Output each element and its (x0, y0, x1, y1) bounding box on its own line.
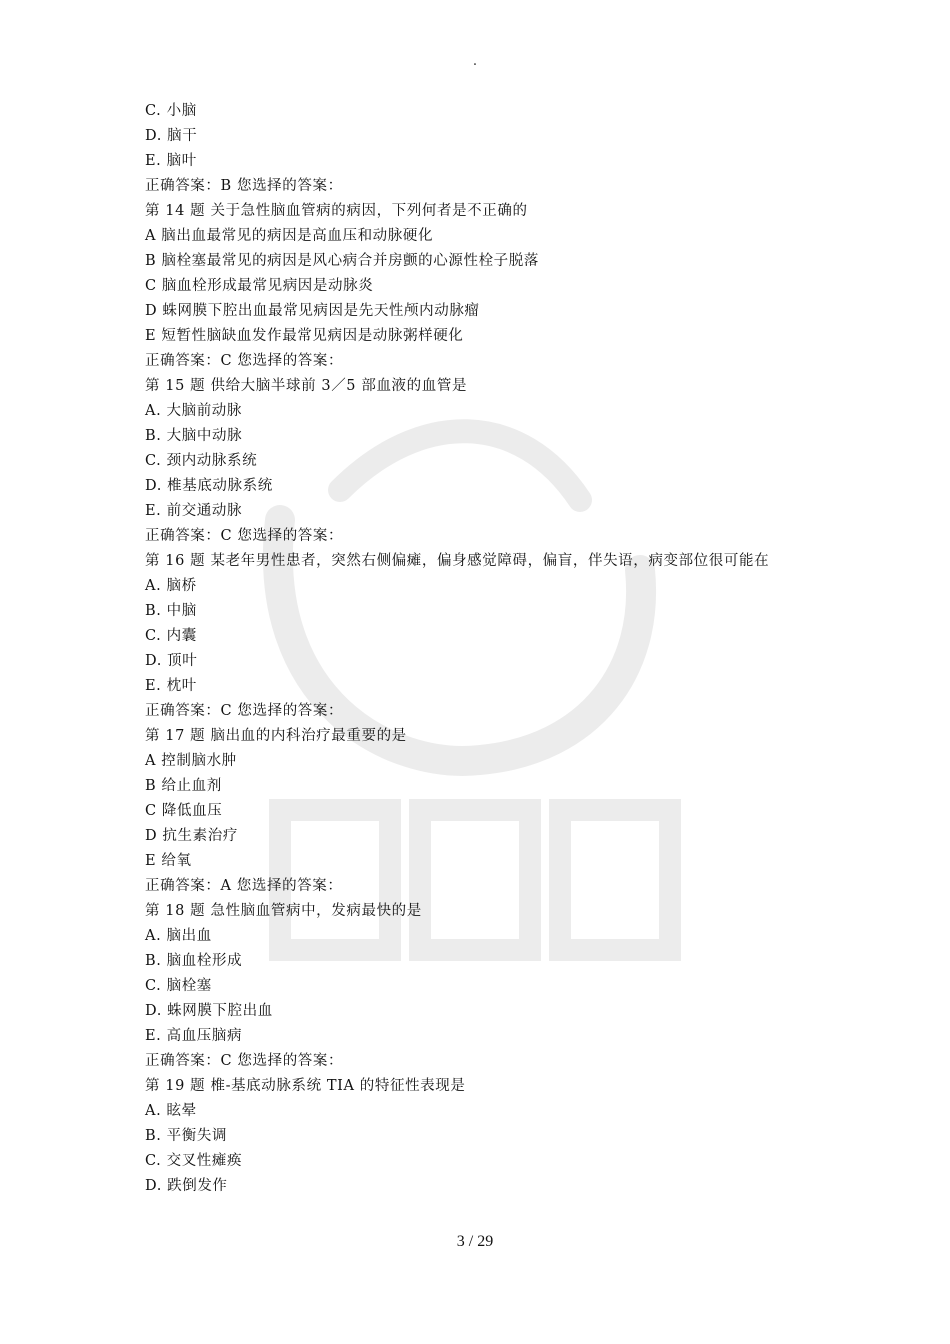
text-line: C. 内囊 (145, 628, 197, 644)
text-line: E 短暂性脑缺血发作最常见病因是动脉粥样硬化 (145, 328, 464, 344)
text-line: A 脑出血最常见的病因是高血压和动脉硬化 (145, 228, 434, 244)
text-line: D. 顶叶 (145, 653, 198, 669)
text-line: 正确答案：C 您选择的答案： (145, 528, 344, 544)
text-line: 正确答案：A 您选择的答案： (145, 878, 343, 894)
text-line: 第 16 题 某老年男性患者，突然右侧偏瘫，偏身感觉障碍，偏盲，伴失语，病变部位很可能在 (145, 553, 770, 569)
text-line: E. 前交通动脉 (145, 503, 243, 519)
text-line: C 脑血栓形成最常见病因是动脉炎 (145, 278, 374, 294)
text-line: B 脑栓塞最常见的病因是风心病合并房颤的心源性栓子脱落 (145, 253, 539, 269)
text-line: C. 交叉性瘫痪 (145, 1153, 243, 1169)
text-line: C. 颈内动脉系统 (145, 453, 258, 469)
text-line: D. 蛛网膜下腔出血 (145, 1003, 273, 1019)
text-line: D. 跌倒发作 (145, 1178, 228, 1194)
text-line: 正确答案：C 您选择的答案： (145, 353, 344, 369)
text-line: D. 椎基底动脉系统 (145, 478, 273, 494)
text-line: A. 眩晕 (145, 1103, 197, 1119)
question-text-block (145, 99, 845, 1199)
text-line: C. 脑栓塞 (145, 978, 212, 994)
text-line: 正确答案：C 您选择的答案： (145, 703, 344, 719)
text-line: A. 脑出血 (145, 928, 212, 944)
text-line: 第 14 题 关于急性脑血管病的病因，下列何者是不正确的 (145, 203, 528, 219)
text-line: 第 19 题 椎-基底动脉系统 TIA 的特征性表现是 (145, 1078, 466, 1094)
text-line: 第 15 题 供给大脑半球前 3／5 部血液的血管是 (145, 378, 468, 394)
text-line: B. 中脑 (145, 603, 197, 619)
text-line: 正确答案：C 您选择的答案： (145, 1053, 344, 1069)
header-mark: . (472, 53, 478, 69)
text-line: E. 高血压脑病 (145, 1028, 243, 1044)
page-number: 3 / 29 (456, 1233, 494, 1250)
text-line: E. 枕叶 (145, 678, 197, 694)
text-line: C. 小脑 (145, 103, 197, 119)
text-line: A. 大脑前动脉 (145, 403, 242, 419)
text-line: E. 脑叶 (145, 153, 197, 169)
text-line: 第 17 题 脑出血的内科治疗最重要的是 (145, 728, 407, 744)
text-line: D 抗生素治疗 (145, 828, 238, 844)
text-line: B 给止血剂 (145, 778, 222, 794)
text-line: A 控制脑水肿 (145, 753, 237, 769)
text-line: B. 平衡失调 (145, 1128, 228, 1144)
text-line: B. 大脑中动脉 (145, 428, 243, 444)
text-line: 正确答案：B 您选择的答案： (145, 178, 343, 194)
text-line: A. 脑桥 (145, 578, 197, 594)
text-line: 第 18 题 急性脑血管病中，发病最快的是 (145, 903, 422, 919)
text-line: D. 脑干 (145, 128, 198, 144)
text-line: C 降低血压 (145, 803, 223, 819)
text-line: B. 脑血栓形成 (145, 953, 243, 969)
text-line: D 蛛网膜下腔出血最常见病因是先天性颅内动脉瘤 (145, 303, 480, 319)
text-line: E 给氧 (145, 853, 192, 869)
